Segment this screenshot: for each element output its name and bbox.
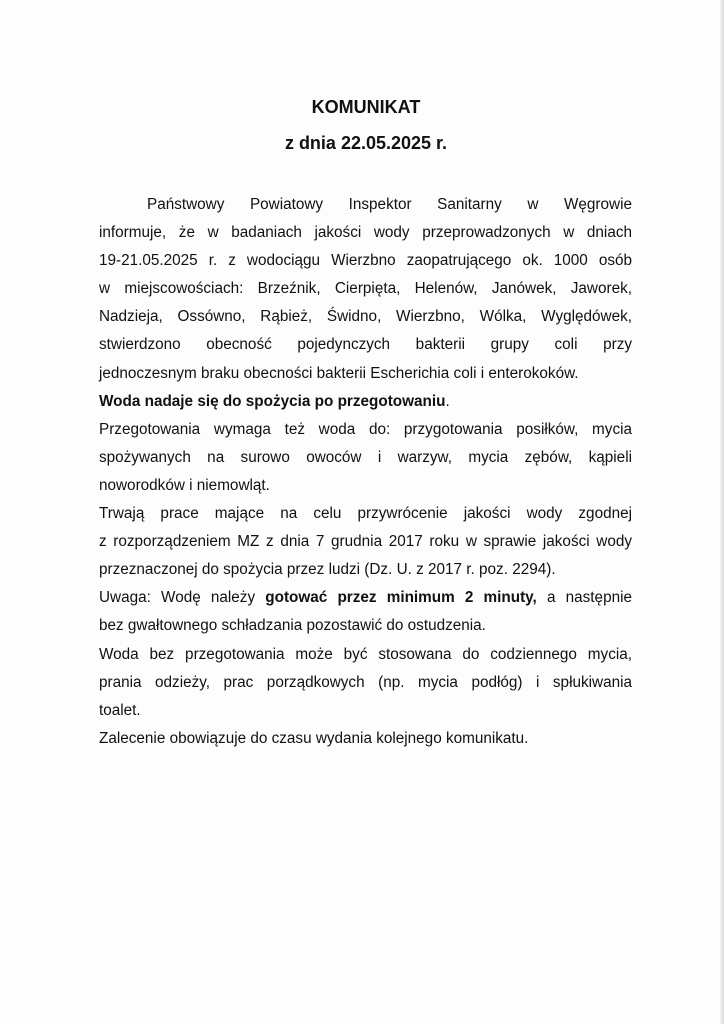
- paragraph-validity: Zalecenie obowiązuje do czasu wydania kolejnego komunikatu.: [99, 729, 529, 747]
- text-line: Trwają prace mające na celu przywrócenie jakości wody zgodnej: [99, 505, 632, 523]
- paragraph-findings: [99, 191, 632, 388]
- text-line: toalet.: [99, 701, 141, 719]
- paragraph-boiling-required: [99, 416, 632, 500]
- text-line: Przegotowania wymaga też woda do: przygotowania posiłków, mycia: [99, 420, 632, 438]
- text-line: noworodków i niemowląt.: [99, 476, 270, 494]
- text-line: spożywanych na surowo owoców i warzyw, mycia zębów, kąpieli: [99, 448, 632, 466]
- text-line: z rozporządzeniem MZ z dnia 7 grudnia 2017 roku w sprawie jakości wody: [99, 533, 632, 551]
- document-title: KOMUNIKAT: [311, 97, 421, 117]
- paragraph-unboiled-use: [99, 641, 632, 725]
- paragraph-drinkable-notice: [99, 388, 632, 416]
- warning-suffix: a następnie: [536, 589, 632, 607]
- drinkable-notice-bold: Woda nadaje się do spożycia po przegotowaniu: [99, 392, 446, 410]
- text-line: przeznaczonej do spożycia przez ludzi (Dz. U. z 2017 r. poz. 2294).: [99, 561, 556, 579]
- text-line: Państwowy Powiatowy Inspektor Sanitarny w Węgrowie: [147, 196, 632, 213]
- document-date: z dnia 22.05.2025 r.: [284, 133, 448, 153]
- text-line: prania odzieży, prac porządkowych (np. mycia podłóg) i spłukiwania: [99, 673, 632, 691]
- text-line: [99, 584, 632, 612]
- text-line: stwierdzono obecność pojedynczych bakterii grupy coli przy: [99, 336, 632, 354]
- text-line: bez gwałtownego schładzania pozostawić do ostudzenia.: [99, 617, 486, 635]
- text-line: informuje, że w badaniach jakości wody przeprowadzonych w dniach: [99, 224, 632, 242]
- announcement-body: [99, 191, 632, 753]
- drinkable-notice-period: .: [445, 392, 450, 410]
- text-line: w miejscowościach: Brzeźnik, Cierpięta, Helenów, Janówek, Jaworek,: [99, 280, 632, 298]
- paragraph-ongoing-works: [99, 500, 632, 584]
- text-line: 19-21.05.2025 r. z wodociągu Wierzbno zaopatrującego ok. 1000 osób: [99, 252, 632, 270]
- text-line: Woda bez przegotowania może być stosowana do codziennego mycia,: [99, 645, 632, 663]
- paragraph-warning: [99, 584, 632, 640]
- text-line: jednoczesnym braku obecności bakterii Escherichia coli i enterokoków.: [99, 364, 579, 382]
- warning-bold: gotować przez minimum 2 minuty,: [265, 589, 537, 607]
- text-line: Nadzieja, Ossówno, Rąbież, Świdno, Wierzbno, Wólka, Wyględówek,: [99, 308, 632, 326]
- warning-prefix: Uwaga: Wodę należy: [99, 589, 266, 607]
